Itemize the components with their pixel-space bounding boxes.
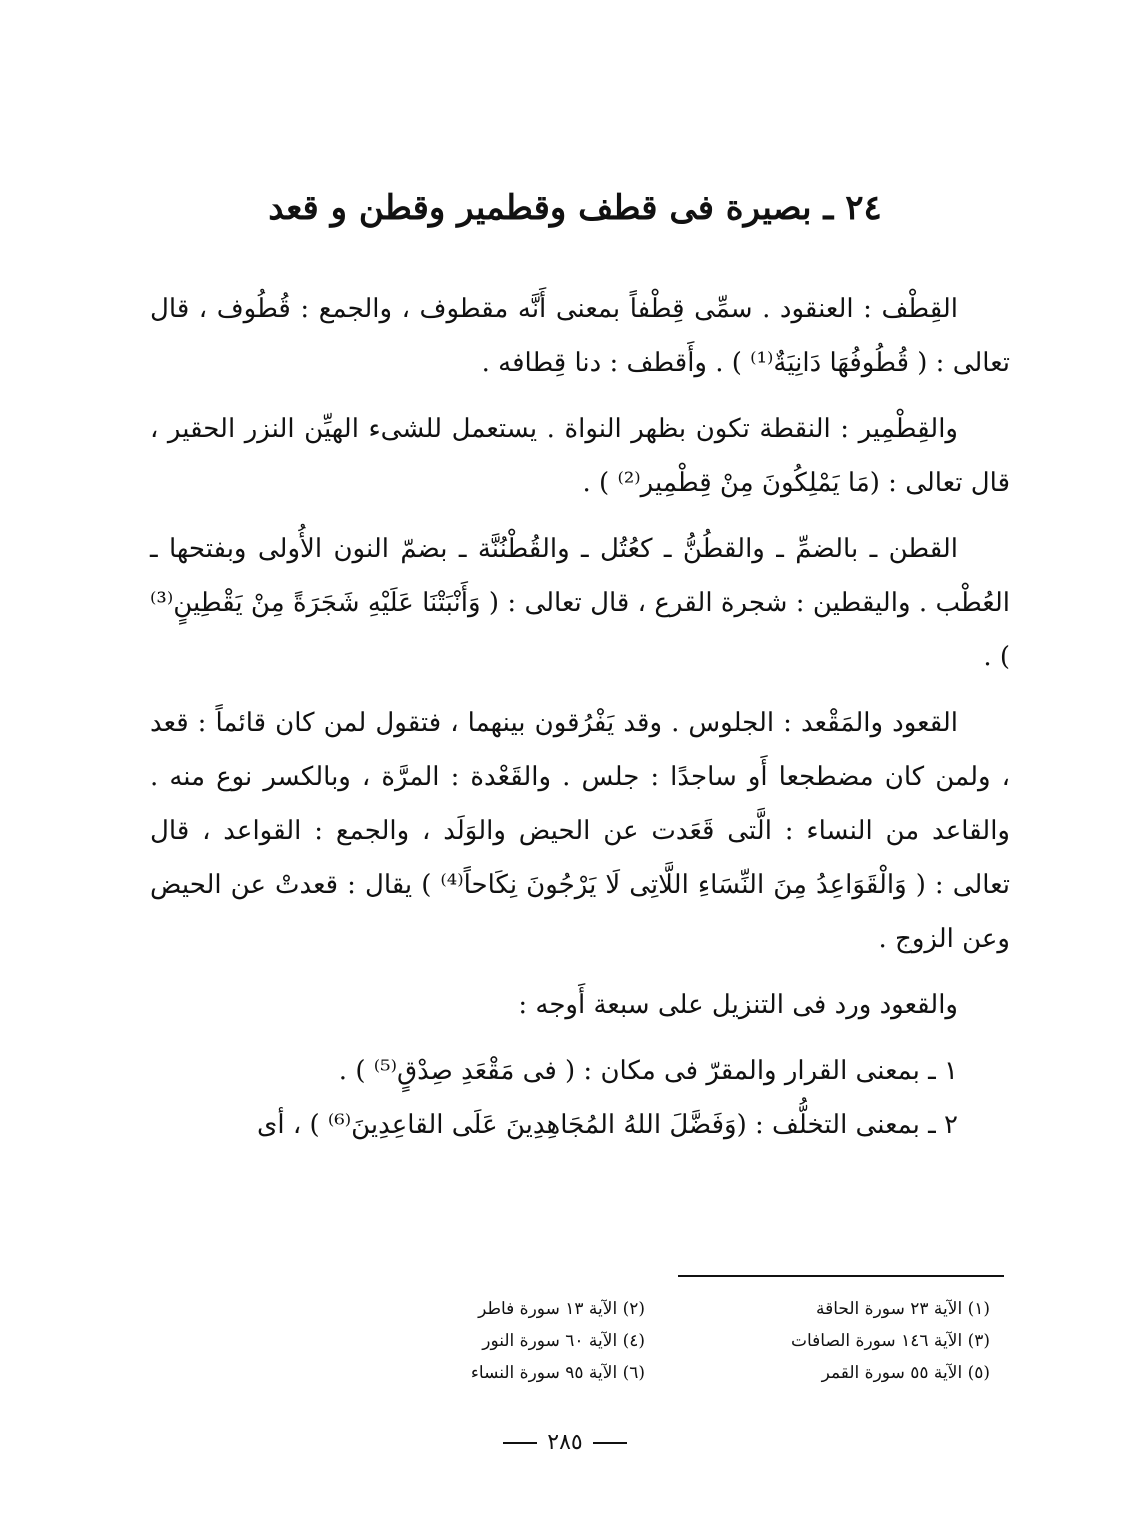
footnote-2: (٢) الآية ١٣ سورة فاطر — [478, 1299, 645, 1319]
section-title: ٢٤ ـ بصيرة فى قطف وقطمير وقطن و قعد — [268, 188, 882, 228]
paragraph-qitf: القِطْف : العنقود . سمِّى قِطْفاً بمعنى أَنَّه مقطوف ، والجمع : قُطُوف ، قال تعالى : ( قُطُوفُهَا دَانِيَةٌ⁽¹⁾ ) . وأَقطف : دنا قِطافه . — [150, 294, 1010, 378]
page-number-dash — [593, 1442, 627, 1444]
footnote-5: (٥) الآية ٥٥ سورة القمر — [821, 1363, 990, 1383]
footnote-6: (٦) الآية ٩٥ سورة النساء — [470, 1363, 645, 1383]
footnote-divider — [678, 1275, 1004, 1277]
paragraph-qutn: القطن ـ بالضمِّ ـ والقطُنُّ ـ كعُتُل ـ والقُطْنُنَّة ـ بضمّ النون الأُولى وبفتحها ـ العُطْب . واليقطين : شجرة القرع ، قال تعالى : ( وَأَنْبَتْنَا عَلَيْهِ شَجَرَةً مِنْ يَقْطِينٍ⁽³⁾ ) . — [150, 534, 1010, 672]
page-number-dash — [503, 1442, 537, 1444]
paragraph-qitmir: والقِطْمِير : النقطة تكون بظهر النواة . يستعمل للشىء الهيِّن النزر الحقير ، قال تعالى : (مَا يَمْلِكُونَ مِنْ قِطْمِير⁽²⁾ ) . — [150, 414, 1010, 498]
footnote-3: (٣) الآية ١٤٦ سورة الصافات — [791, 1331, 990, 1351]
list-item: ١ ـ بمعنى القرار والمقرّ فى مكان : ( فى مَقْعَدِ صِدْقٍ⁽⁵⁾ ) . — [338, 1056, 958, 1086]
footnote-4: (٤) الآية ٦٠ سورة النور — [482, 1331, 645, 1351]
footnotes — [300, 1296, 990, 1386]
body-text — [150, 282, 1010, 1152]
page-number-value: ٢٨٥ — [547, 1430, 583, 1455]
footnote-1: (١) الآية ٢٣ سورة الحاقة — [815, 1299, 990, 1319]
paragraph-qaud: القعود والمَقْعد : الجلوس . وقد يَفْرُقون بينهما ، فتقول لمن كان قائماً : قعد ، ولمن كان مضطجعا أَو ساجدًا : جلس . والقَعْدة : المرَّة ، وبالكسر نوع منه . والقاعد من النساء : الَّتى قَعَدت عن الحيض والوَلَد ، والجمع : القواعد ، قال تعالى : ( وَالْقَوَاعِدُ مِنَ النِّسَاءِ اللَّاتِى لَا يَرْجُونَ نِكَاحاً⁽⁴⁾ ) يقال : قعدتْ عن الحيض وعن الزوج . — [150, 708, 1010, 954]
page-number — [0, 1430, 1130, 1455]
list-item: ٢ ـ بمعنى التخلُّف : (وَفَضَّلَ اللهُ المُجَاهِدِينَ عَلَى القاعِدِينَ⁽⁶⁾ ) ، أى — [257, 1110, 958, 1140]
paragraph-intro-list: والقعود ورد فى التنزيل على سبعة أَوجه : — [518, 990, 958, 1020]
